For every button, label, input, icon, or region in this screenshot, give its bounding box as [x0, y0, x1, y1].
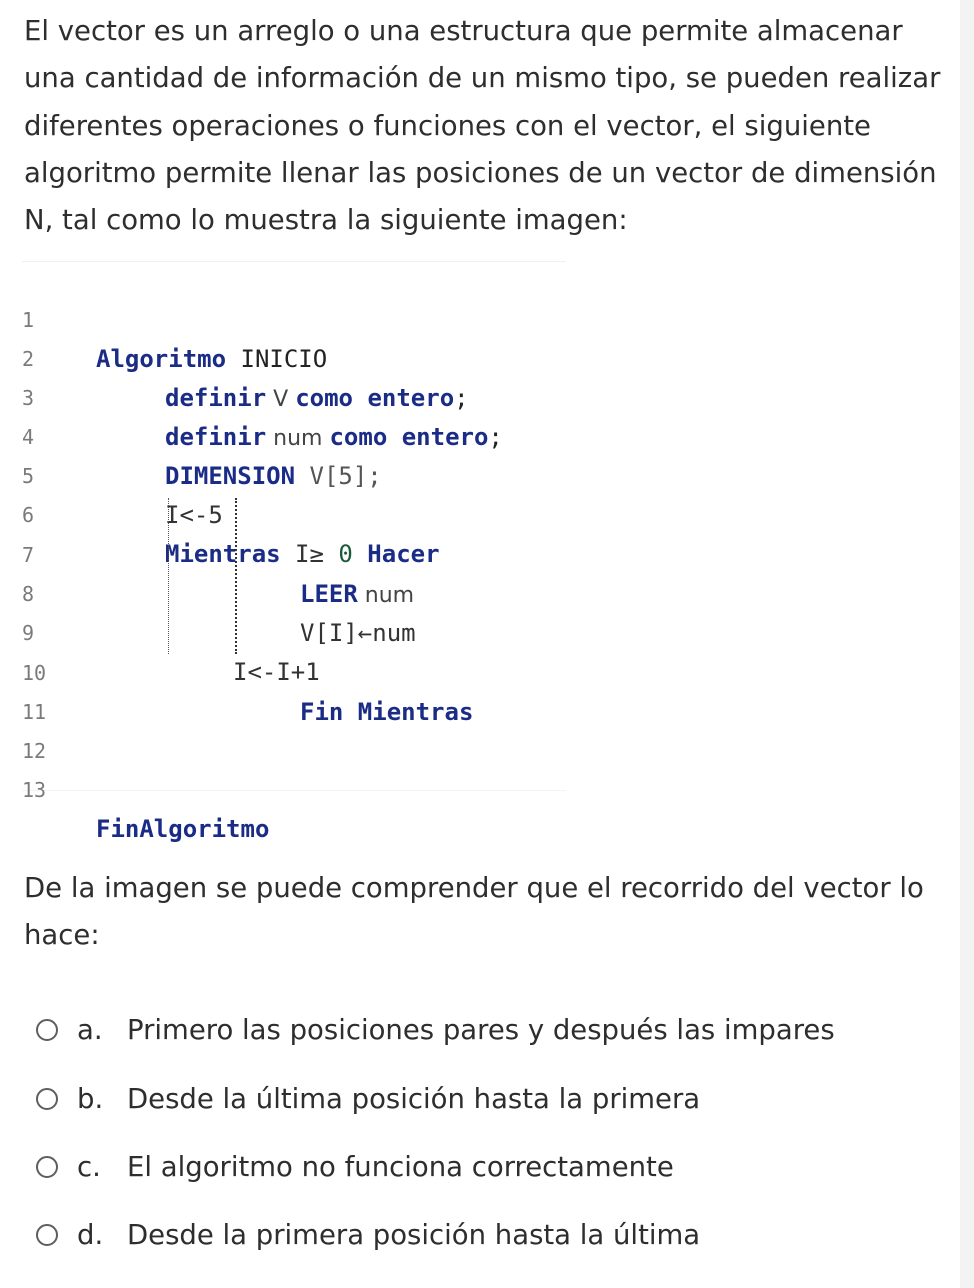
line-number: 8: [22, 582, 35, 606]
semicolon: ;: [454, 384, 469, 412]
option-letter: c.: [77, 1151, 101, 1183]
option-text[interactable]: Desde la primera posición hasta la última: [127, 1219, 701, 1251]
keyword-definir: definir: [165, 423, 267, 451]
option-letter: a.: [77, 1014, 103, 1046]
line-number: 9: [22, 621, 35, 645]
algorithm-name: INICIO: [226, 345, 328, 373]
keyword-como-entero: como entero: [329, 423, 489, 451]
radio-button[interactable]: [36, 1156, 58, 1178]
assignment-statement: I<-5: [165, 501, 223, 529]
question-text: El vector es un arreglo o una estructura que permite almacenar una cantidad de información de un mismo tipo, se pueden realizar diferentes operaciones o funciones con el vector, el siguiente algoritmo permite llenar las posiciones de un vector de dimensión N, tal como lo muestra la siguiente imagen:: [24, 15, 941, 237]
keyword-fin-mientras: Fin Mientras: [300, 698, 474, 726]
option-text[interactable]: El algoritmo no funciona correctamente: [127, 1151, 674, 1183]
option-text[interactable]: Desde la última posición hasta la primera: [127, 1083, 701, 1115]
condition-zero: 0: [338, 540, 353, 568]
line-number: 6: [22, 503, 35, 527]
keyword-como-entero: como entero: [295, 384, 455, 412]
line-number: 1: [22, 308, 35, 332]
identifier: V: [266, 387, 296, 412]
line-number: 5: [22, 464, 35, 488]
identifier: num: [266, 426, 330, 451]
code-line-12: [22, 693, 566, 763]
line-number: 10: [22, 661, 47, 685]
option-letter: d.: [77, 1219, 104, 1251]
page-edge: [960, 0, 974, 1288]
code-line-1: [22, 262, 566, 373]
answer-prompt: De la imagen se puede comprender que el recorrido del vector lo hace:: [24, 872, 924, 952]
radio-button[interactable]: [36, 1019, 58, 1041]
block-guide-outer: [168, 498, 169, 654]
keyword-mientras: Mientras: [165, 540, 281, 568]
line-number: 12: [22, 739, 47, 763]
code-line-3: [22, 340, 566, 451]
read-variable: num: [357, 583, 415, 608]
increment-statement: I<-I+1: [233, 658, 320, 686]
line-number: 7: [22, 543, 35, 567]
algorithm-code-image: [22, 261, 566, 843]
block-guide-inner: [235, 498, 237, 654]
line-number: 13: [22, 778, 47, 802]
option-letter: b.: [77, 1083, 104, 1115]
keyword-definir: definir: [165, 384, 267, 412]
keyword-dimension: DIMENSION: [165, 462, 296, 490]
vector-assignment: V[I]←num: [300, 619, 416, 647]
semicolon: ;: [488, 423, 503, 451]
condition: I≥: [280, 540, 339, 568]
dimension-expression: V[5];: [295, 462, 382, 490]
code-line-13: [22, 732, 566, 843]
option-text[interactable]: Primero las posiciones pares y después las impares: [127, 1014, 835, 1046]
option-c[interactable]: [36, 1145, 916, 1189]
line-number: 3: [22, 386, 35, 410]
line-number: 4: [22, 425, 35, 449]
keyword-algoritmo: Algoritmo: [96, 345, 227, 373]
line-number: 2: [22, 347, 35, 371]
option-d[interactable]: [36, 1213, 916, 1257]
line-number: 11: [22, 700, 47, 724]
keyword-hacer: Hacer: [352, 540, 440, 568]
option-a[interactable]: [36, 1008, 916, 1052]
keyword-leer: LEER: [300, 580, 358, 608]
option-b[interactable]: [36, 1077, 916, 1121]
keyword-finalgoritmo: FinAlgoritmo: [96, 815, 270, 843]
radio-button[interactable]: [36, 1224, 58, 1246]
radio-button[interactable]: [36, 1088, 58, 1110]
